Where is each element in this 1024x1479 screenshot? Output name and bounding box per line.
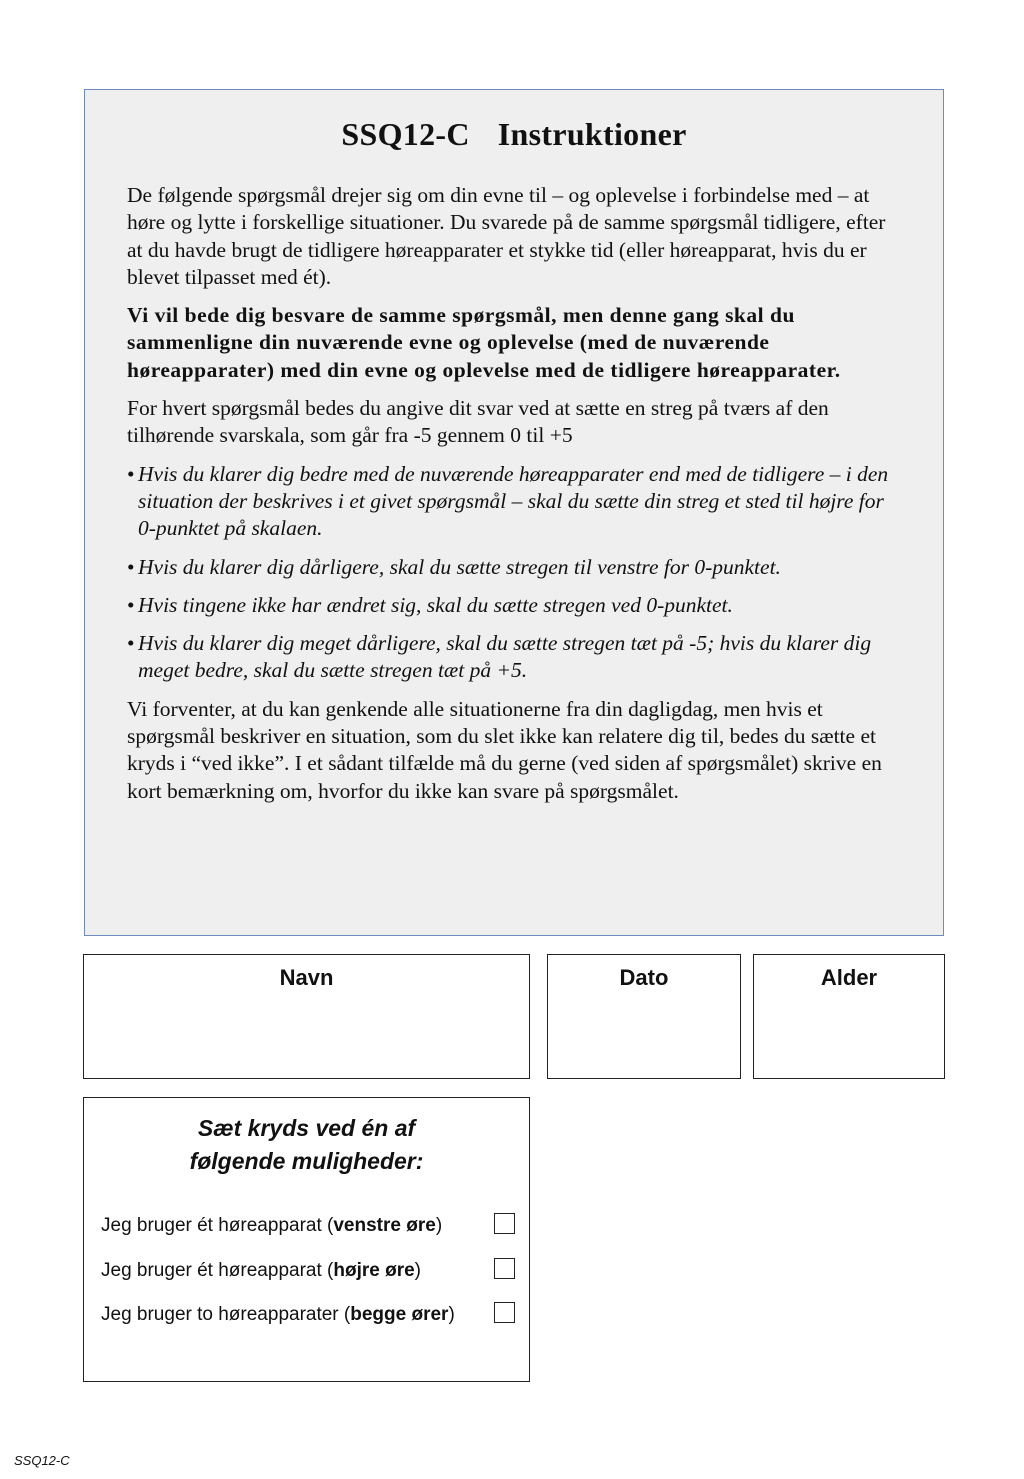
option-checkbox[interactable] xyxy=(494,1302,515,1323)
options-title-line-1: Sæt kryds ved én af xyxy=(197,1115,416,1141)
footer-code: SSQ12-C xyxy=(14,1453,70,1468)
bullet-item: • Hvis du klarer dig dårligere, skal du sætte stregen til venstre for 0-punktet. xyxy=(127,554,905,581)
option-right-ear[interactable] xyxy=(101,1258,515,1286)
option-label: Jeg bruger ét høreapparat (højre øre) xyxy=(101,1260,421,1281)
instructions-panel xyxy=(84,89,944,936)
page-title xyxy=(85,116,943,153)
instructions-body xyxy=(127,182,905,816)
bullet-text: Hvis du klarer dig dårligere, skal du sætte stregen til venstre for 0-punktet. xyxy=(138,554,781,579)
date-label: Dato xyxy=(619,965,669,990)
bullet-item: • Hvis du klarer dig bedre med de nuværende høreapparater end med de tidligere – i den situation der beskrives i et givet spørgsmål – skal du sætte din streg et sted til højre for 0-punktet på skalaen. xyxy=(127,461,905,543)
options-title-line-2: følgende muligheder: xyxy=(189,1148,424,1174)
hearing-aid-options xyxy=(83,1097,530,1382)
name-field[interactable] xyxy=(83,954,530,1079)
instructions-paragraph-4: Vi forventer, at du kan genkende alle situationerne fra din dagligdag, men hvis et spørgsmål beskriver en situation, som du slet ikke kan relatere dig til, bedes du sætte et kryds i “ved ikke”. I et sådant tilfælde må du gerne (ved siden af spørgsmålet) skrive en kort bemærkning om, hvorfor du ikke kan svare på spørgsmålet. xyxy=(127,696,882,803)
bullet-text: Hvis du klarer dig bedre med de nuværende høreapparater end med de tidligere – i den situation der beskrives i et givet spørgsmål – skal du sætte din streg et sted til højre for 0-punktet på skalaen. xyxy=(138,461,889,541)
option-both-ears[interactable] xyxy=(101,1302,515,1330)
bullet-item: • Hvis du klarer dig meget dårligere, skal du sætte stregen tæt på -5; hvis du klarer dig meget bedre, skal du sætte stregen tæt på +5. xyxy=(127,630,905,685)
bullet-item: • Hvis tingene ikke har ændret sig, skal du sætte stregen ved 0-punktet. xyxy=(127,592,905,619)
name-label: Navn xyxy=(279,965,334,990)
bullet-text: Hvis tingene ikke har ændret sig, skal du sætte stregen ved 0-punktet. xyxy=(138,592,733,617)
instructions-paragraph-3: For hvert spørgsmål bedes du angive dit svar ved at sætte en streg på tværs af den tilhørende svarskala, som går fra -5 gennem 0 til +5 xyxy=(127,396,829,448)
option-left-ear[interactable] xyxy=(101,1213,515,1241)
age-label: Alder xyxy=(820,965,878,990)
title-code: SSQ12-C xyxy=(341,116,470,152)
age-field[interactable] xyxy=(753,954,945,1079)
title-word: Instruktioner xyxy=(497,116,687,152)
option-checkbox[interactable] xyxy=(494,1258,515,1279)
instructions-paragraph-1: De følgende spørgsmål drejer sig om din evne til – og oplevelse i forbindelse med – at høre og lytte i forskellige situationer. Du svarede på de samme spørgsmål tidligere, efter at du havde brugt de tidligere høreapparater et stykke tid (eller høreapparat, hvis du er blevet tilpasset med ét). xyxy=(127,183,886,289)
options-title xyxy=(84,1112,529,1178)
option-label: Jeg bruger ét høreapparat (venstre øre) xyxy=(101,1215,443,1236)
option-label: Jeg bruger to høreapparater (begge ører) xyxy=(101,1304,455,1325)
bullet-text: Hvis du klarer dig meget dårligere, skal du sætte stregen tæt på -5; hvis du klarer dig meget bedre, skal du sætte stregen tæt på +5. xyxy=(138,631,872,683)
option-checkbox[interactable] xyxy=(494,1213,515,1234)
instructions-paragraph-2: Vi vil bede dig besvare de samme spørgsmål, men denne gang skal du sammenligne din nuværende evne og oplevelse (med de nuværende høreapparater) med din evne og oplevelse med de tidligere høreapparater. xyxy=(127,303,841,382)
date-field[interactable] xyxy=(547,954,741,1079)
